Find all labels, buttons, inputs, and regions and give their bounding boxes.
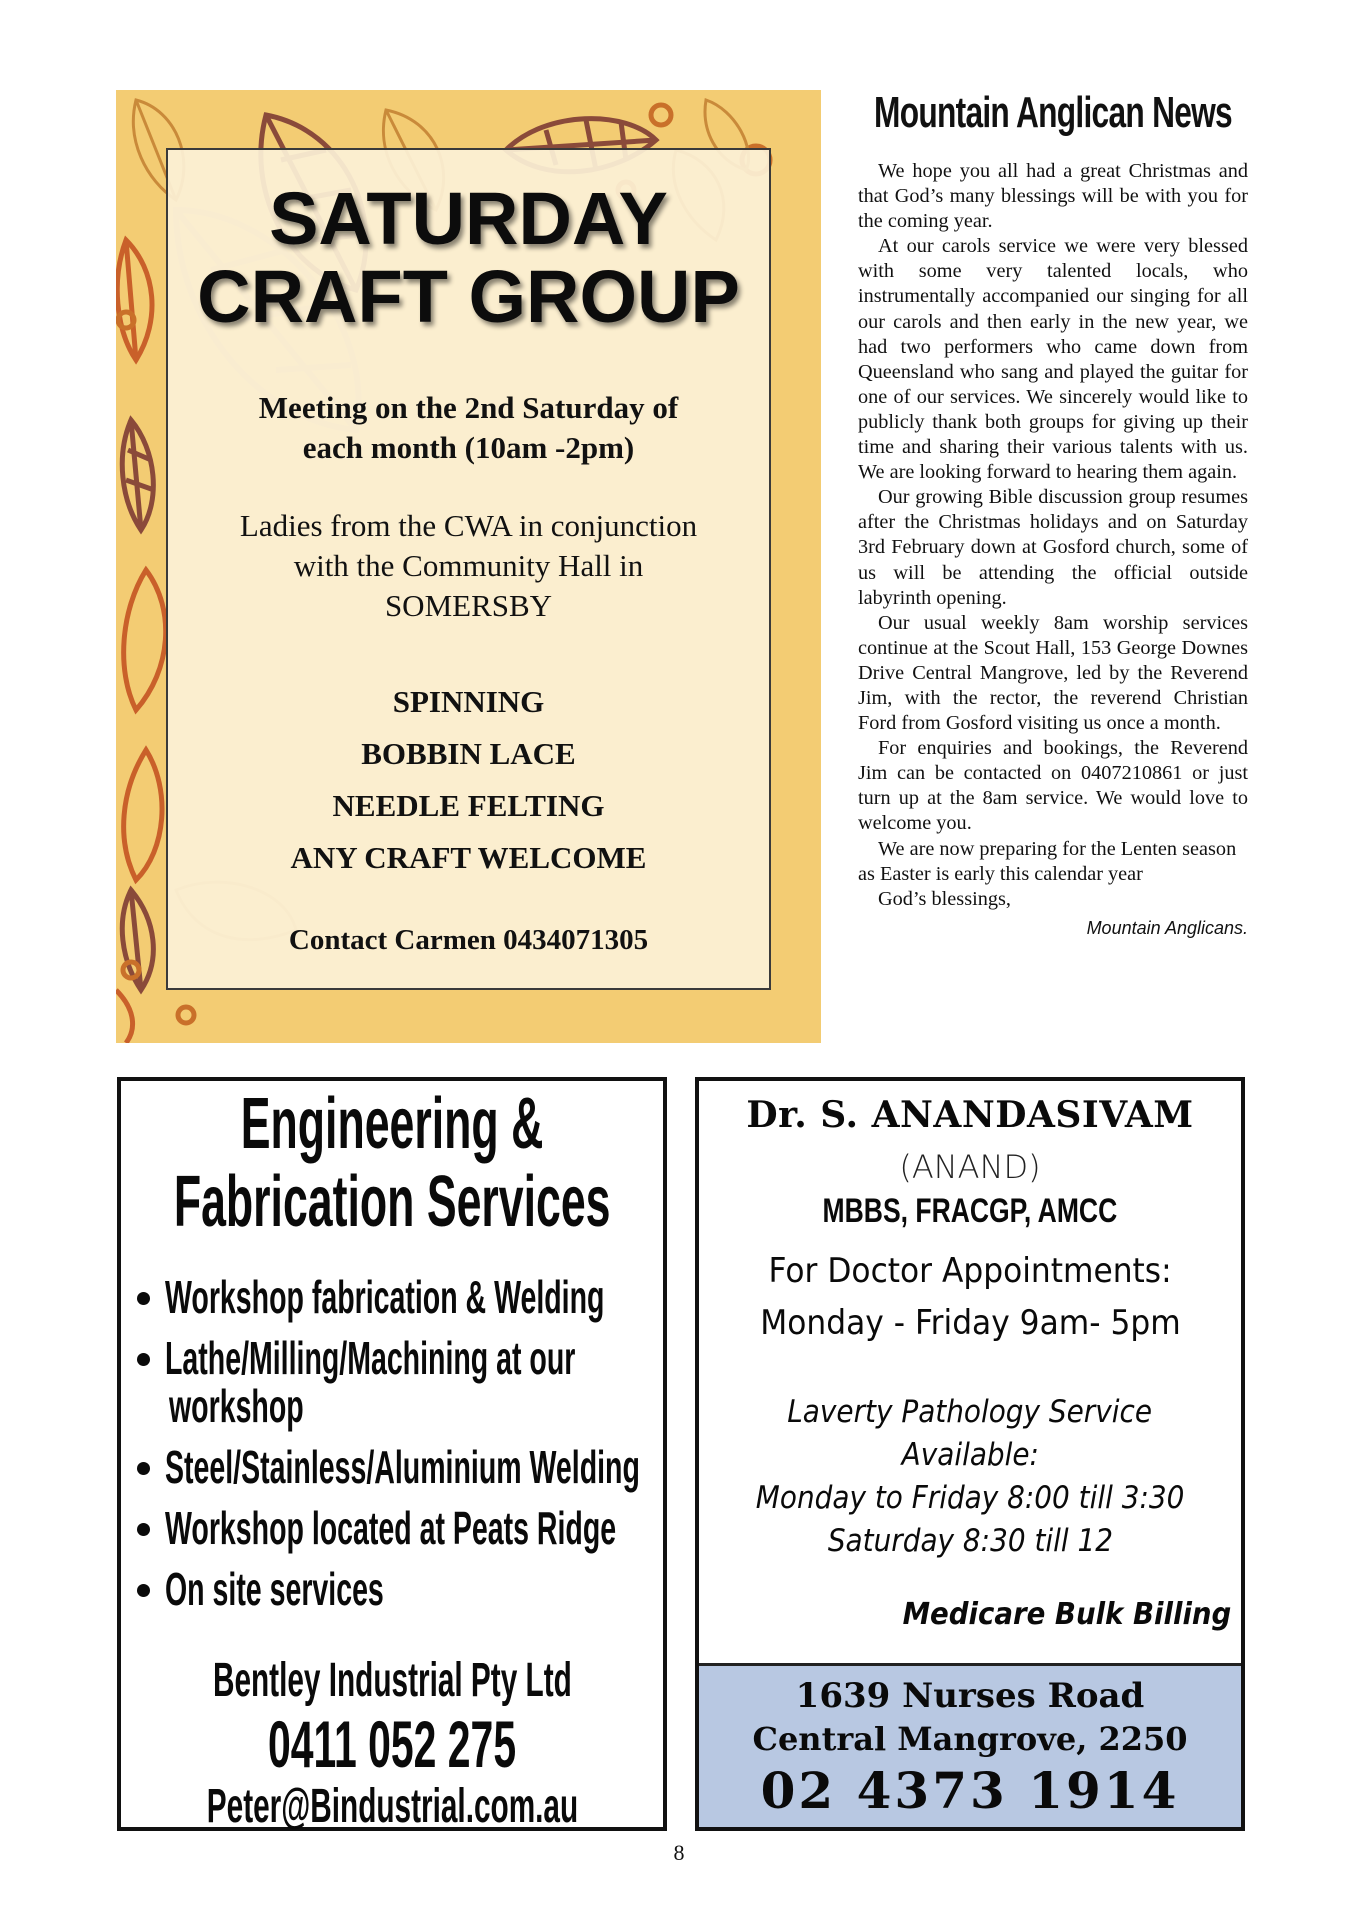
flyer-title: SATURDAY CRAFT GROUP [197, 177, 740, 338]
host-info: Ladies from the CWA in conjunction with the Community Hall in SOMERSBY [239, 508, 698, 623]
company-email: Peter@Bindustrial.com.au [206, 1780, 578, 1833]
doctor-ad [695, 1077, 1245, 1831]
news-signature: Mountain Anglicans. [1086, 917, 1248, 938]
meeting-schedule: Meeting on the 2nd Saturday of each month (10am -2pm) [258, 390, 679, 465]
news-column [858, 85, 1248, 939]
engineering-ad-title: Engineering & Fabrication Services [173, 1084, 611, 1242]
craft-item: BOBBIN LACE [361, 736, 576, 771]
news-paragraph: Our usual weekly 8am worship services continue at the Scout Hall, 153 George Downes Drive Central Mangrove, led by the Reverend Jim, with the rector, the reverend Christian Ford from Gosford visiting us once a month. [858, 611, 1248, 735]
leaf-icon [124, 570, 166, 710]
news-paragraph: At our carols service we were very blessed with some very talented locals, who instrumentally accompanied our singing for all our carols and then early in the new year, we had two performers who came down from Queensland who sang and played the guitar for one of our services. We sincerely would like to publicly thank both groups for giving up their time and sharing their various talents with us. We are looking forward to hearing them again. [858, 235, 1248, 484]
leaf-icon [122, 420, 154, 530]
page-number: 8 [673, 1840, 685, 1865]
craft-item: SPINNING [392, 684, 545, 719]
company-name: Bentley Industrial Pty Ltd [212, 1654, 572, 1707]
contact-line: Contact Carmen 0434071305 [288, 924, 649, 956]
doctor-name: Dr. S. ANANDASIVAM [746, 1094, 1194, 1136]
address-suburb: Central Mangrove, 2250 [752, 1720, 1188, 1758]
pathology-info: Laverty Pathology Service Available: Monday to Friday 8:00 till 3:30 Saturday 8:30 till 12 [755, 1394, 1185, 1559]
news-paragraph: We are now preparing for the Lenten season as Easter is early this calendar year [858, 837, 1237, 885]
service-item: Workshop fabrication & Welding [133, 1273, 663, 1321]
service-item: Workshop located at Peats Ridge [133, 1504, 663, 1552]
service-item: On site services [133, 1565, 663, 1613]
bullet-icon [137, 1584, 150, 1597]
address-band [699, 1663, 1241, 1827]
news-paragraph: For enquiries and bookings, the Reverend Jim can be contacted on 0407210861 or just turn up at the 8am service. We would love to welcome you. [858, 737, 1248, 835]
craft-list [168, 676, 769, 884]
engineering-ad [117, 1077, 667, 1831]
services-list [133, 1273, 663, 1613]
company-phone: 0411 052 275 [267, 1707, 517, 1781]
clinic-phone: 02 4373 1914 [760, 1761, 1180, 1820]
craft-group-flyer [116, 90, 821, 1043]
news-title: Mountain Anglican News [874, 88, 1232, 137]
address-street: 1639 Nurses Road [795, 1676, 1145, 1716]
craft-item: ANY CRAFT WELCOME [290, 840, 647, 875]
bullet-icon [137, 1462, 150, 1475]
appointment-info: For Doctor Appointments: Monday - Friday 9am- 5pm [759, 1251, 1181, 1343]
bullet-icon [137, 1523, 150, 1536]
news-paragraph: We hope you all had a great Christmas and that God’s many blessings will be with you for the coming year. [858, 160, 1248, 233]
craft-flyer-panel [166, 148, 771, 990]
service-item: Lathe/Milling/Machining at our workshop [133, 1334, 663, 1430]
doctor-qualifications: MBBS, FRACGP, AMCC [822, 1192, 1118, 1230]
leaf-icon [124, 750, 162, 880]
leaf-icon [117, 240, 152, 360]
billing-info: Medicare Bulk Billing [902, 1597, 1231, 1632]
news-paragraph: Our growing Bible discussion group resumes after the Christmas holidays and on Saturday 3rd February down at Gosford church, some of us will be attending the official outside labyrinth opening. [858, 486, 1248, 609]
craft-item: NEEDLE FELTING [332, 788, 605, 823]
service-item: Steel/Stainless/Aluminium Welding [133, 1443, 663, 1491]
bullet-icon [137, 1353, 150, 1366]
leaf-icon [116, 990, 133, 1043]
news-paragraph: God’s blessings, [878, 887, 1011, 910]
doctor-nickname: (ANAND) [899, 1148, 1041, 1186]
news-body [858, 159, 1248, 912]
bullet-icon [137, 1292, 150, 1305]
